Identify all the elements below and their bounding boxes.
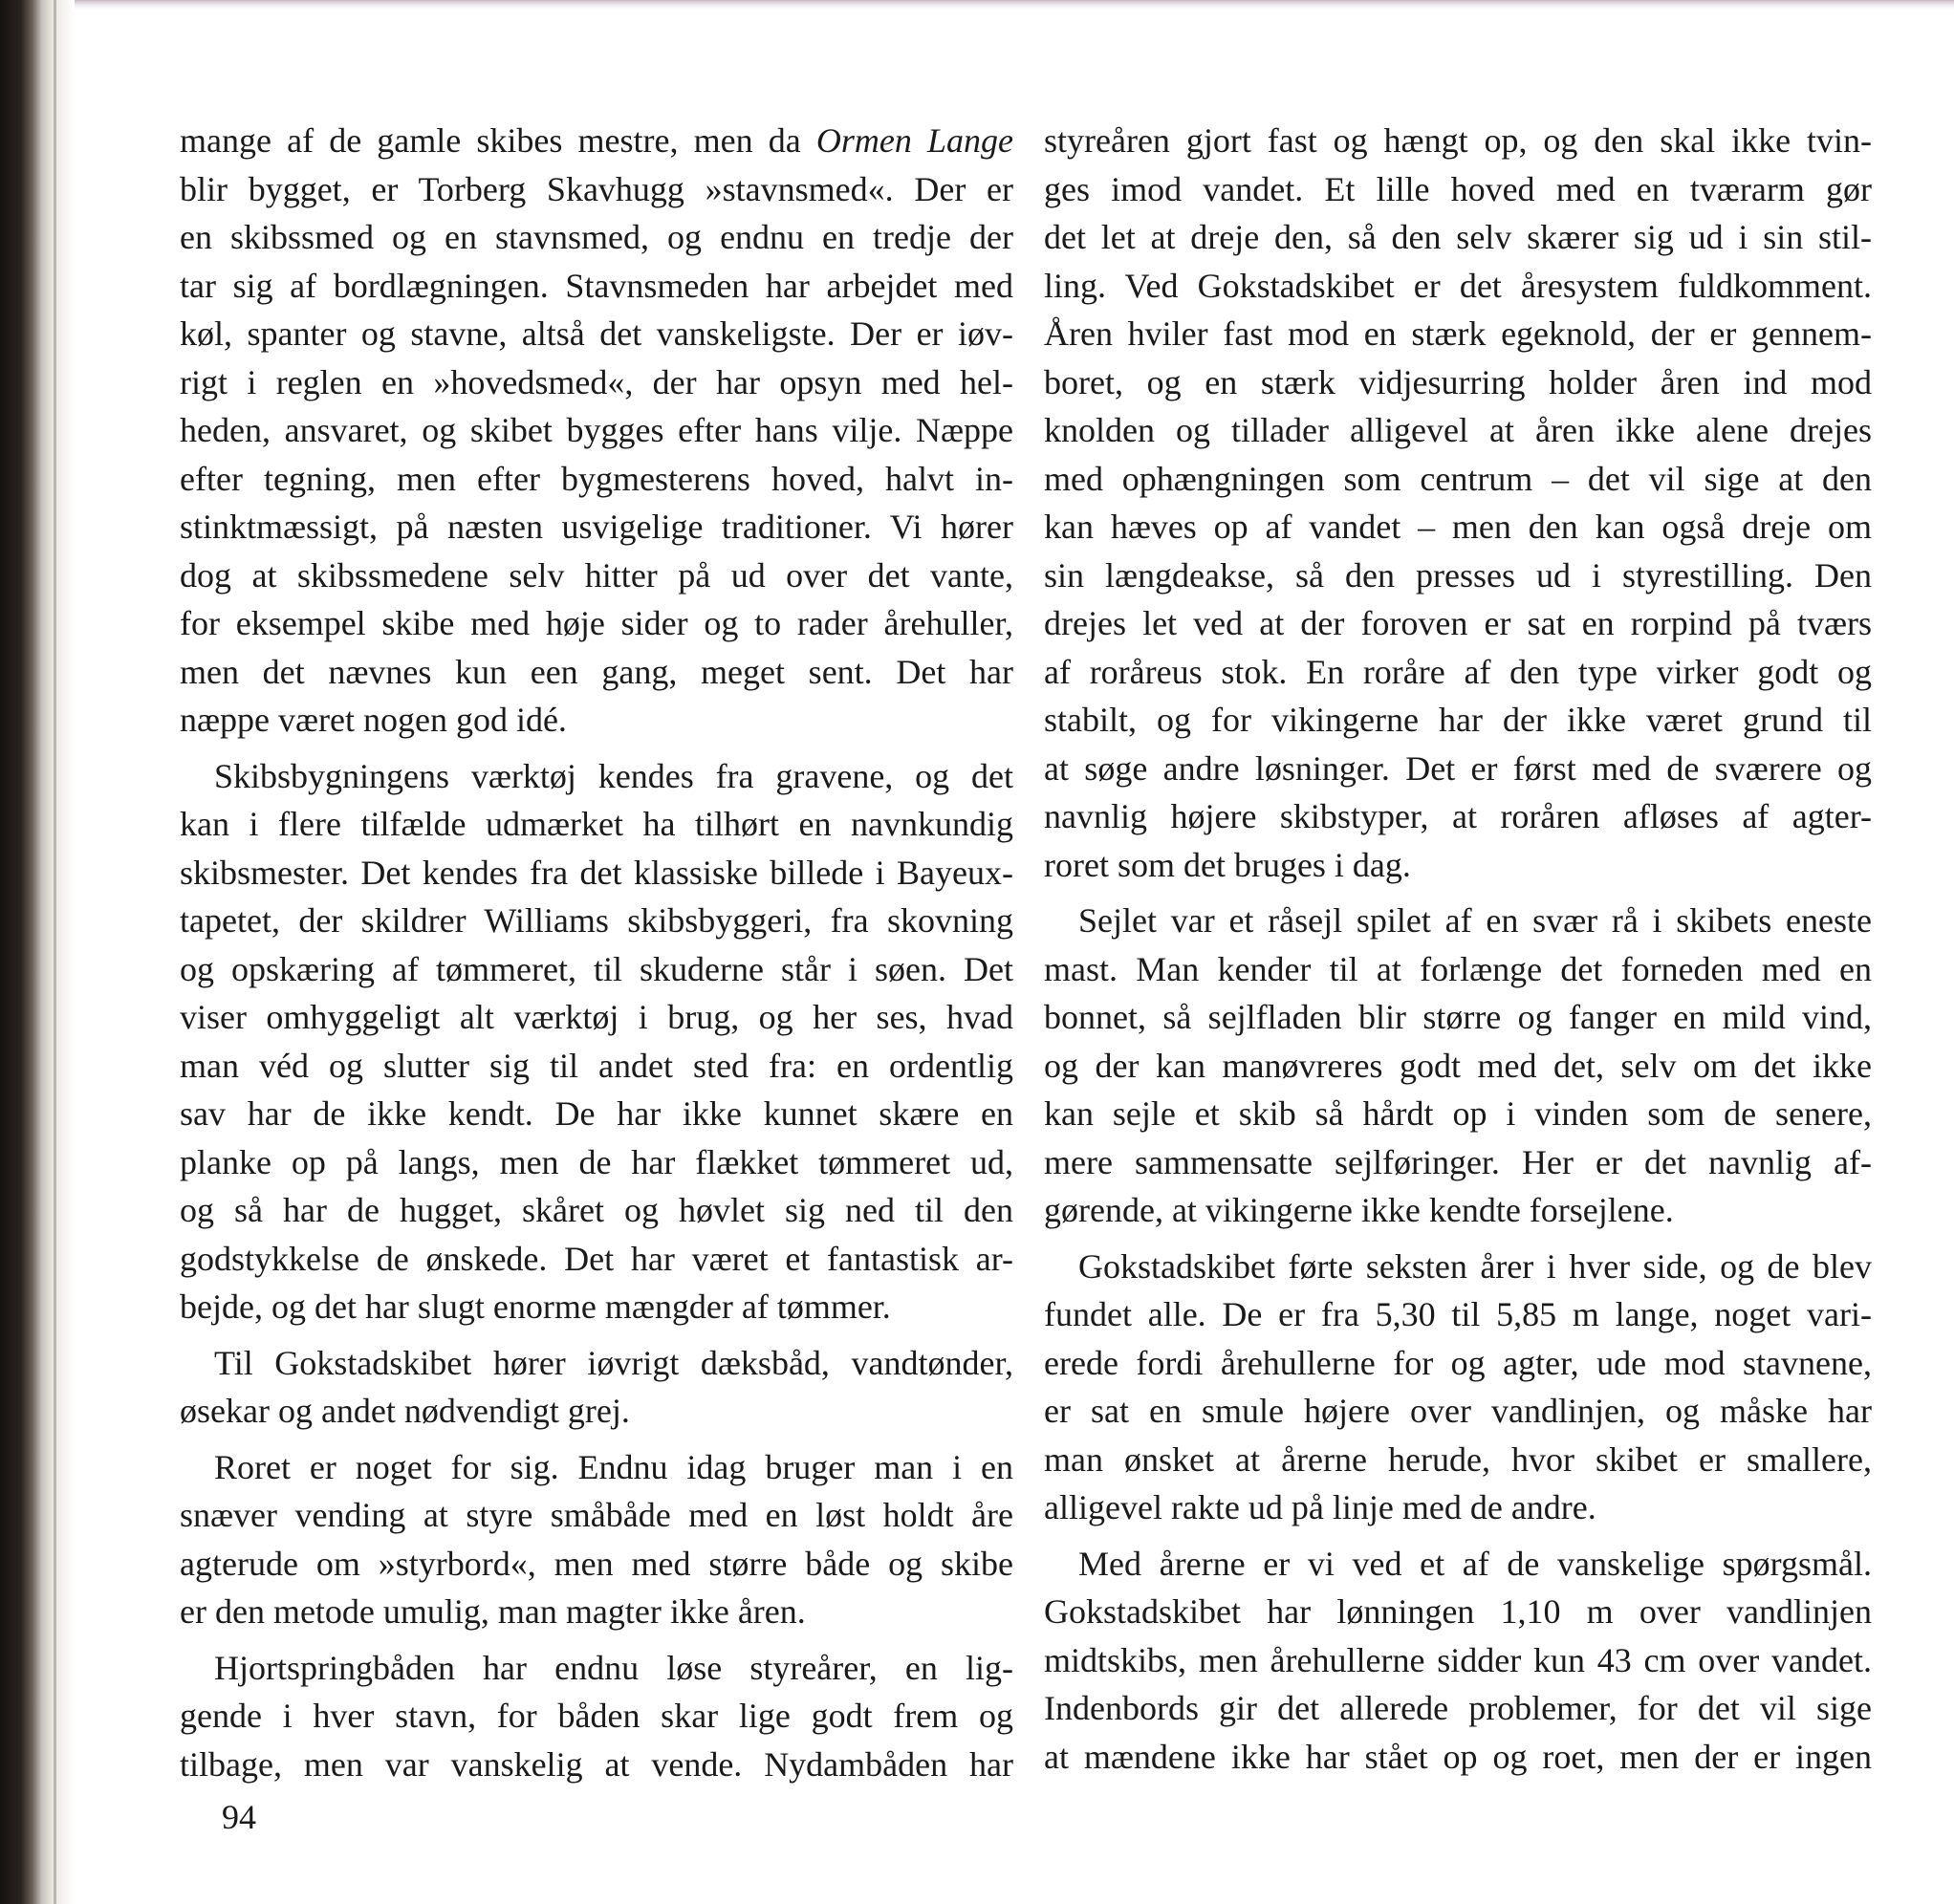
- text-line: men det nævnes kun een gang, meget sent. Det har: [180, 652, 1013, 691]
- text-line: for eksempel skibe med høje sider og to rader årehuller,: [180, 604, 1013, 642]
- text-line: Åren hviler fast mod en stærk egeknold, der er gennem-: [1044, 314, 1872, 353]
- text-line: drejes let ved at der foroven er sat en rorpind på tværs: [1044, 604, 1872, 642]
- text-line: næppe været nogen god idé.: [180, 701, 567, 739]
- text-line: erede fordi årehullerne for og agter, ude mod stavnene,: [1044, 1343, 1872, 1382]
- text-line: skibsmester. Det kendes fra det klassiske billede i Bayeux-: [180, 853, 1013, 892]
- text-line: navnlig højere skibstyper, at roråren afløses af agter-: [1044, 797, 1872, 835]
- text-line: man ønsket at årerne herude, hvor skibet er smallere,: [1044, 1439, 1872, 1479]
- text-line: planke op på langs, men de har flækket tømmeret ud,: [180, 1142, 1013, 1181]
- top-edge-shadow: [75, 0, 1954, 10]
- text-line: stinktmæssigt, på næsten usvigelige traditioner. Vi hører: [180, 508, 1013, 546]
- text-line: kan i flere tilfælde udmærket ha tilhørt en navnkundig: [180, 805, 1013, 843]
- right-text-column: [1044, 117, 1872, 1781]
- text-line: en skibssmed og en stavnsmed, og endnu en tredje der: [180, 218, 1013, 256]
- text-line: sin længdeakse, så den presses ud i styrestilling. Den: [1044, 555, 1872, 595]
- text-line: at mændene ikke har stået op og roet, men der er ingen: [1044, 1737, 1872, 1776]
- text-line: man véd og slutter sig til andet sted fra: en ordentlig: [180, 1046, 1013, 1085]
- italic-title: Ormen Lange: [815, 121, 1013, 160]
- left-text-column: [180, 117, 1013, 1788]
- text-line: er den metode umulig, man magter ikke åren.: [180, 1592, 806, 1631]
- text-line: Hjortspringbåden har endnu løse styreårer, en lig-: [214, 1648, 1013, 1687]
- text-line: stabilt, og for vikingerne har der ikke været grund til: [1044, 701, 1872, 739]
- text-line: øsekar og andet nødvendigt grej.: [180, 1392, 630, 1430]
- text-line: gørende, at vikingerne ikke kendte forsejlene.: [1044, 1191, 1674, 1229]
- text-line: kan sejle et skib så hårdt op i vinden som de senere,: [1044, 1094, 1872, 1133]
- text-line: fundet alle. De er fra 5,30 til 5,85 m lange, noget vari-: [1044, 1295, 1872, 1333]
- page-number: 94: [222, 1798, 256, 1836]
- text-line: at søge andre løsninger. Det er først med de sværere og: [1044, 748, 1872, 788]
- text-line: midtskibs, men årehullerne sidder kun 43 cm over vandet.: [1044, 1640, 1872, 1679]
- text-line: sav har de ikke kendt. De har ikke kunnet skære en: [180, 1094, 1013, 1133]
- text-line: Indenbords gir det allerede problemer, for det vil sige: [1044, 1689, 1872, 1727]
- text-line: mast. Man kender til at forlænge det forneden med en: [1044, 949, 1872, 988]
- text-line: alligevel rakte ud på linje med de andre.: [1044, 1488, 1596, 1526]
- text-line: rigt i reglen en »hovedsmed«, der har opsyn med hel-: [180, 362, 1013, 401]
- text-line: Til Gokstadskibet hører iøvrigt dæksbåd, vandtønder,: [214, 1343, 1013, 1382]
- text-line: tapetet, der skildrer Williams skibsbyggeri, fra skovning: [180, 901, 1013, 940]
- text-line: og der kan manøvreres godt med det, selv om det ikke: [1044, 1046, 1872, 1085]
- text-line: tar sig af bordlægningen. Stavnsmeden har arbejdet med: [180, 266, 1013, 305]
- text-line: med ophængningen som centrum – det vil sige at den: [1044, 459, 1872, 498]
- text-line: er sat en smule højere over vandlinjen, og måske har: [1044, 1392, 1872, 1430]
- text-line: det let at dreje den, så den selv skærer sig ud i sin stil-: [1044, 218, 1872, 256]
- text-line: Med årerne er vi ved et af de vanskelige spørgsmål.: [1078, 1544, 1872, 1583]
- text-line: viser omhyggeligt alt værktøj i brug, og her ses, hvad: [180, 998, 1013, 1036]
- text-line: køl, spanter og stavne, altså det vanskeligste. Der er iøv-: [180, 314, 1013, 353]
- text-line: Skibsbygningens værktøj kendes fra gravene, og det: [214, 756, 1013, 795]
- text-line: dog at skibssmedene selv hitter på ud over det vante,: [180, 555, 1013, 595]
- text-line: heden, ansvaret, og skibet bygges efter hans vilje. Næppe: [180, 411, 1013, 449]
- text-line: knolden og tillader alligevel at åren ikke alene drejes: [1044, 411, 1872, 449]
- text-line: roret som det bruges i dag.: [1044, 845, 1411, 884]
- text-line: Roret er noget for sig. Endnu idag bruger man i en: [214, 1447, 1013, 1486]
- text-line: snæver vending at styre småbåde med en løst holdt åre: [180, 1496, 1013, 1534]
- text-line: og opskæring af tømmeret, til skuderne står i søen. Det: [180, 949, 1013, 988]
- page-edge: [54, 0, 56, 1904]
- text-line: tilbage, men var vanskelig at vende. Nydambåden har: [180, 1744, 1013, 1784]
- text-line: agterude om »styrbord«, men med større både og skibe: [180, 1544, 1013, 1583]
- text-line: Gokstadskibet førte seksten årer i hver side, og de blev: [1078, 1246, 1872, 1286]
- text-line: bonnet, så sejlfladen blir større og fanger en mild vind,: [1044, 998, 1872, 1036]
- book-spine: [0, 0, 75, 1904]
- text-line: godstykkelse de ønskede. Det har været et fantastisk ar-: [180, 1239, 1013, 1278]
- text-line: bejde, og det har slugt enorme mængder af tømmer.: [180, 1287, 891, 1326]
- text-line: kan hæves op af vandet – men den kan også dreje om: [1044, 508, 1872, 546]
- text-line: og så har de hugget, skåret og høvlet sig ned til den: [180, 1191, 1013, 1229]
- text-line: ling. Ved Gokstadskibet er det åresystem fuldkomment.: [1044, 266, 1872, 305]
- text-line: boret, og en stærk vidjesurring holder åren ind mod: [1044, 362, 1872, 401]
- text-line: mange af de gamle skibes mestre, men da Ormen Lange: [180, 121, 1013, 160]
- text-line: styreåren gjort fast og hængt op, og den skal ikke tvin-: [1044, 121, 1872, 160]
- text-line: mere sammensatte sejlføringer. Her er det navnlig af-: [1044, 1142, 1872, 1181]
- text-line: af roråreus stok. En roråre af den type virker godt og: [1044, 652, 1872, 691]
- text-line: ges imod vandet. Et lille hoved med en tværarm gør: [1044, 169, 1872, 208]
- text-line: blir bygget, er Torberg Skavhugg »stavnsmed«. Der er: [180, 169, 1013, 208]
- text-line: Sejlet var et råsejl spilet af en svær rå i skibets eneste: [1078, 901, 1872, 940]
- text-line: gende i hver stavn, for båden skar lige godt frem og: [180, 1697, 1013, 1735]
- text-line: efter tegning, men efter bygmesterens hoved, halvt in-: [180, 459, 1013, 498]
- text-line: Gokstadskibet har lønningen 1,10 m over vandlinjen: [1044, 1592, 1872, 1631]
